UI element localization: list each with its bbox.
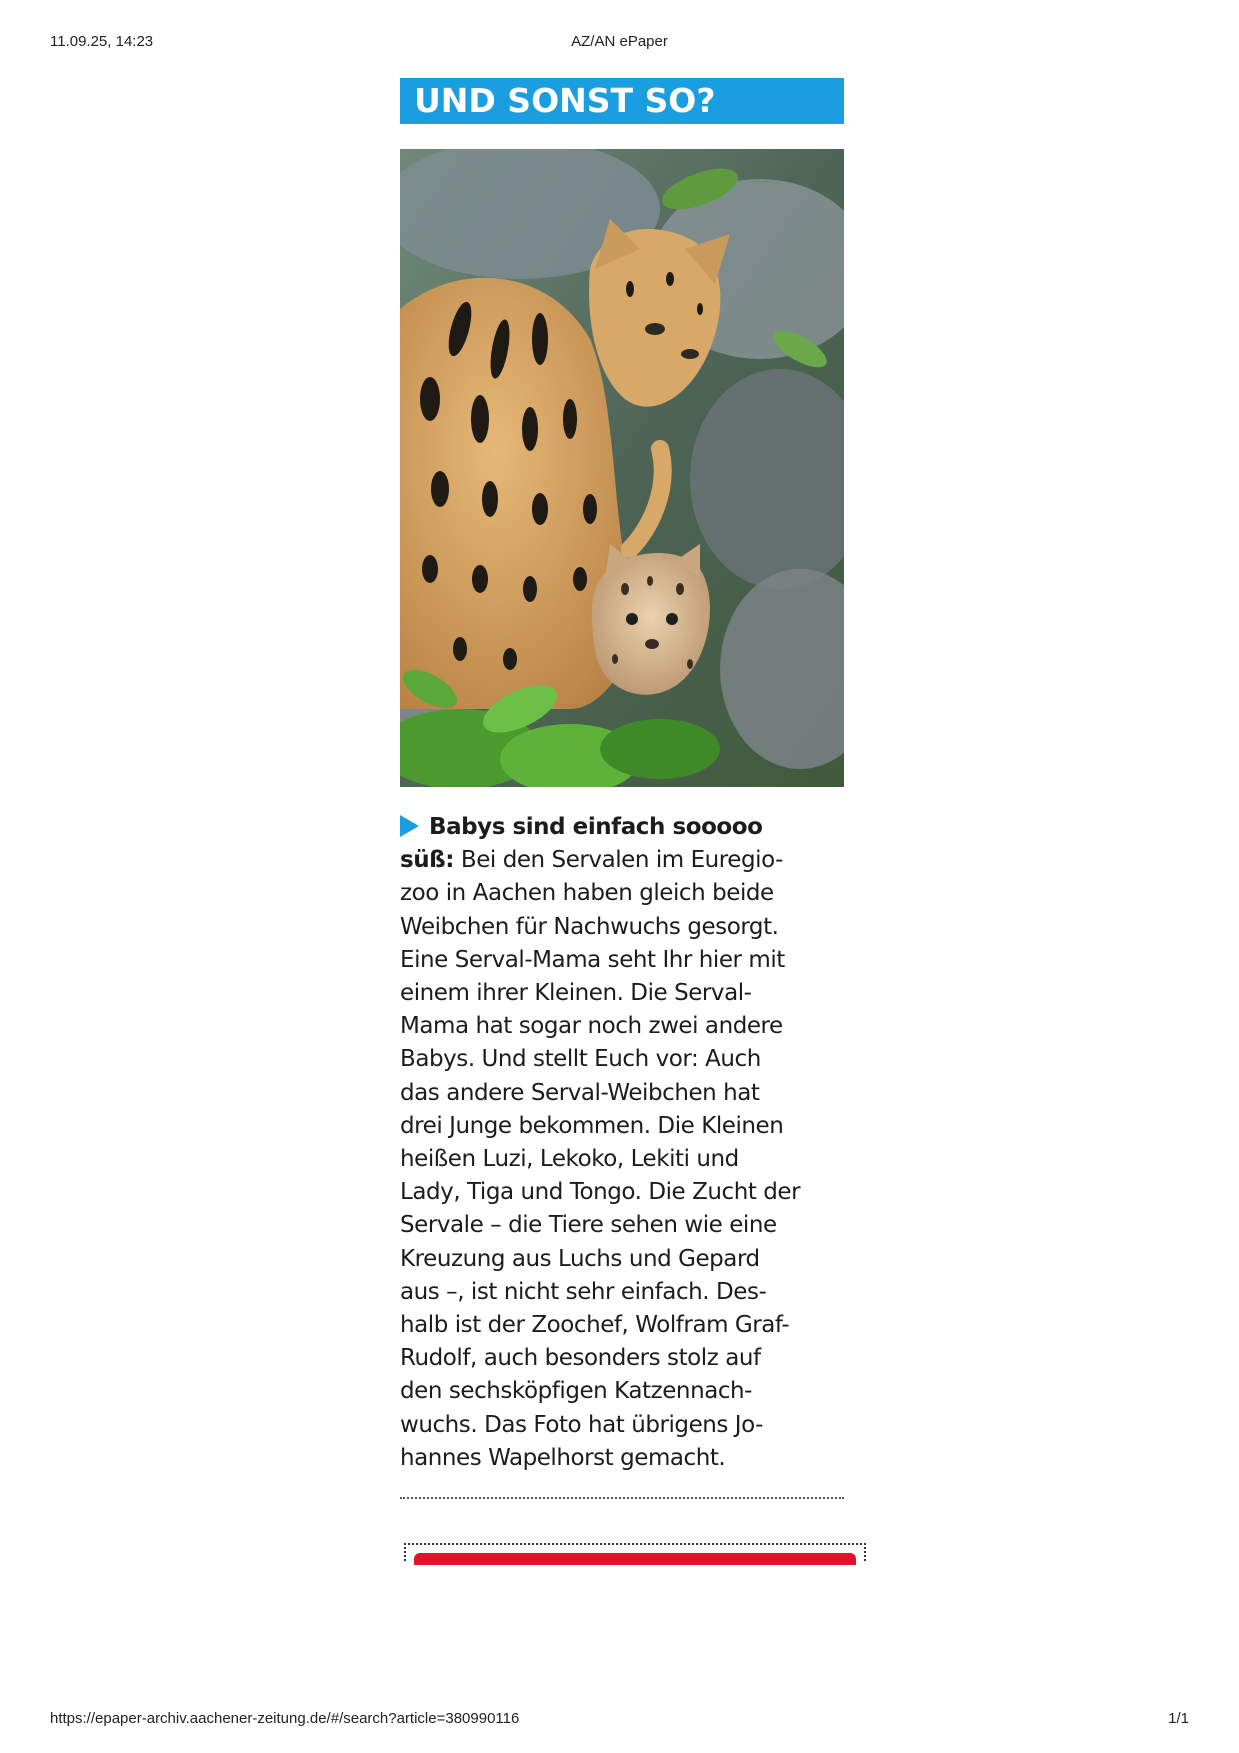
body-line-text: heißen Luzi, Lekoko, Lekiti und <box>400 1146 739 1173</box>
print-url: https://epaper-archiv.aachener-zeitung.de/#/search?article=380990116 <box>50 1710 520 1727</box>
body-line-text: einem ihrer Kleinen. Die Serval- <box>400 980 752 1007</box>
body-line-text: Weibchen für Nachwuchs gesorgt. <box>400 913 779 940</box>
print-datetime: 11.09.25, 14:23 <box>50 33 154 50</box>
next-article-red-bar <box>414 1553 856 1565</box>
body-lines <box>400 844 844 1475</box>
body-line-text: Eine Serval-Mama seht Ihr hier mit <box>400 946 785 973</box>
body-line-text: Servale – die Tiere sehen wie eine <box>400 1212 777 1239</box>
body-line <box>400 1375 844 1408</box>
body-line <box>400 1409 844 1442</box>
body-line <box>400 1342 844 1375</box>
body-line-text: den sechsköpfigen Katzennach- <box>400 1378 753 1405</box>
body-line <box>400 1010 844 1043</box>
serval-photo-illustration <box>400 149 844 787</box>
body-line-text: das andere Serval-Weibchen hat <box>400 1079 760 1106</box>
body-line <box>400 977 844 1010</box>
body-line <box>400 1110 844 1143</box>
body-line-text: halb ist der Zoochef, Wolfram Graf- <box>400 1312 790 1339</box>
body-line-text: Lady, Tiga und Tongo. Die Zucht der <box>400 1179 801 1206</box>
body-line <box>400 1276 844 1309</box>
body-line <box>400 844 844 877</box>
body-line <box>400 944 844 977</box>
body-line <box>400 1043 844 1076</box>
article-body <box>400 811 844 1475</box>
serval-photo <box>400 149 844 787</box>
body-line <box>400 911 844 944</box>
article <box>400 78 844 1499</box>
dotted-divider <box>400 1497 844 1499</box>
body-line-text: hannes Wapelhorst gemacht. <box>400 1444 726 1471</box>
body-line <box>400 1309 844 1342</box>
body-line <box>400 877 844 910</box>
body-line-text: drei Junge bekommen. Die Kleinen <box>400 1112 784 1139</box>
body-line <box>400 1176 844 1209</box>
body-line-text: Rudolf, auch besonders stolz auf <box>400 1345 761 1372</box>
body-line <box>400 1209 844 1242</box>
body-line-text: zoo in Aachen haben gleich beide <box>400 880 774 907</box>
body-line-text: Bei den Servalen im Euregio- <box>454 847 783 874</box>
print-page-number: 1/1 <box>1168 1710 1189 1727</box>
body-line-text: Mama hat sogar noch zwei andere <box>400 1013 783 1040</box>
play-arrow-icon <box>400 815 419 837</box>
body-line <box>400 1077 844 1110</box>
body-line-text: wuchs. Das Foto hat übrigens Jo- <box>400 1411 764 1438</box>
body-line-text: Kreuzung aus Luchs und Gepard <box>400 1245 760 1272</box>
body-line <box>400 1143 844 1176</box>
body-line-text: Babys. Und stellt Euch vor: Auch <box>400 1046 761 1073</box>
section-banner: UND SONST SO? <box>400 78 844 124</box>
lead-headline: Babys sind einfach sooooo <box>429 814 763 840</box>
body-line-text: aus –, ist nicht sehr einfach. Des- <box>400 1278 767 1305</box>
lead-continuation: süß: <box>400 847 455 874</box>
lead-line <box>400 811 844 844</box>
body-line <box>400 1243 844 1276</box>
print-title: AZ/AN ePaper <box>571 33 668 50</box>
body-line <box>400 1442 844 1475</box>
